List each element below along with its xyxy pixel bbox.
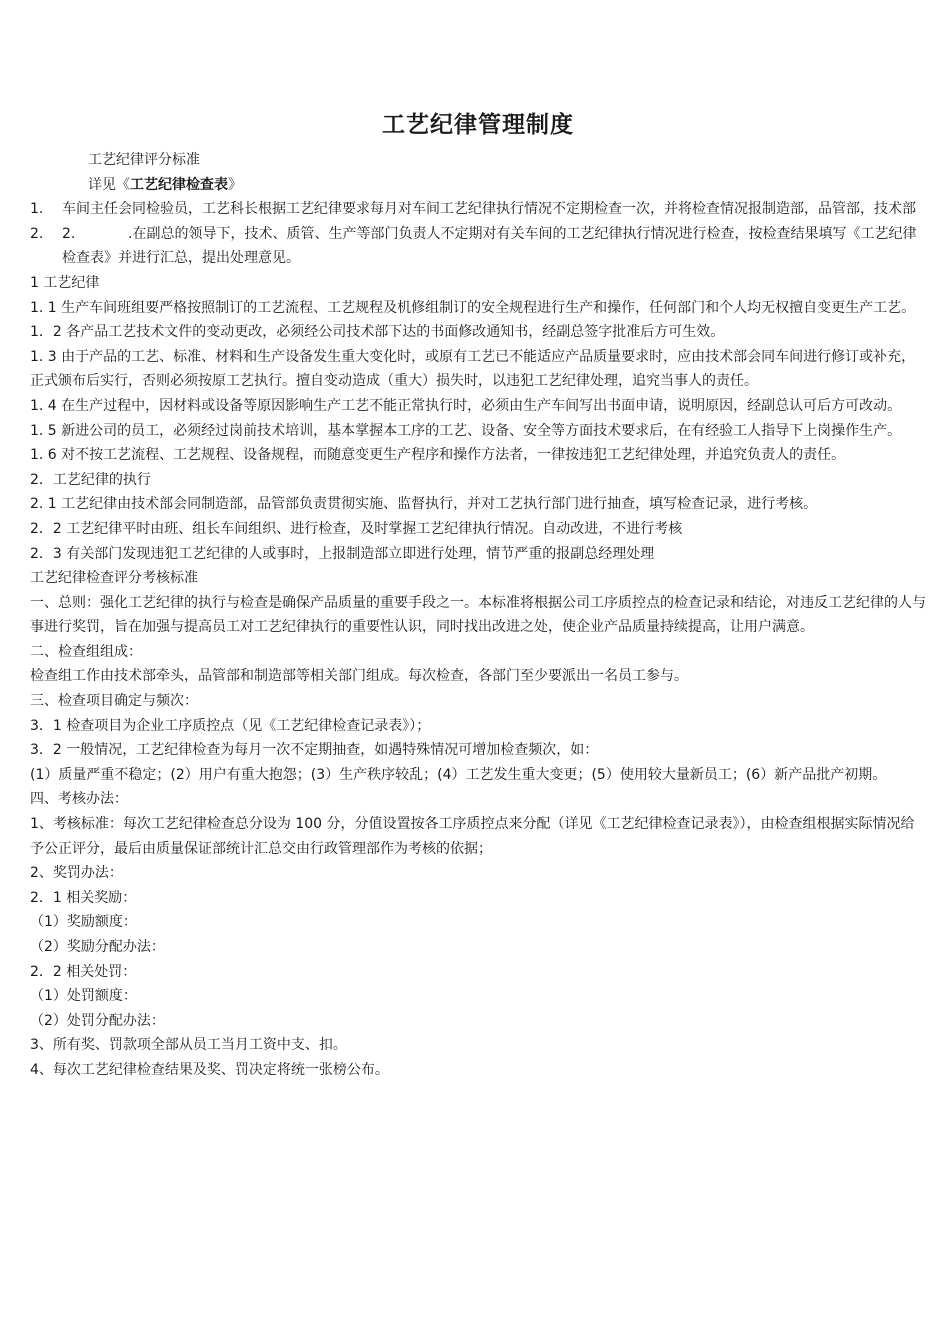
intro-see-table: 详见《工艺纪律检查表》 — [88, 176, 242, 193]
item-number: 2. — [30, 225, 44, 242]
paragraph: 2．2 工艺纪律平时由班、组长车间组织、进行检查，及时掌握工艺纪律执行情况。自动改进，不进行考核 — [30, 520, 683, 537]
paragraph: （2）处罚分配办法： — [30, 1012, 165, 1029]
paragraph: 二、检查组组成： — [30, 643, 142, 660]
paragraph: （2）奖励分配办法： — [30, 939, 165, 955]
paragraph: 3．1 检查项目为企业工序质控点（见《工艺纪律检查记录表》）； — [30, 717, 431, 734]
paragraph: 三、检查项目确定与频次： — [30, 693, 198, 710]
paragraph: 1. 3 由于产品的工艺、标准、材料和生产设备发生重大变化时，或原有工艺已不能适应产品质量要求时，应由技术部会同车间进行修订或补充，正式颁布后实行，否则必须按原工艺执行。擅自变动造成（重大）损失时，以违犯工艺纪律处理，追究当事人的责任。 — [30, 348, 916, 390]
body-paragraphs — [30, 271, 926, 1083]
document-page — [30, 108, 926, 1083]
paragraph: 2．工艺纪律的执行 — [30, 471, 151, 488]
document-title: 工艺纪律管理制度 — [382, 112, 574, 138]
paragraph: 1 工艺纪律 — [30, 274, 100, 291]
paragraph: 2. 1 工艺纪律由技术部会同制造部，品管部负责贯彻实施、监督执行，并对工艺执行部门进行抽查，填写检查记录，进行考核。 — [30, 496, 818, 513]
paragraph: 4、每次工艺纪律检查结果及奖、罚决定将统一张榜公布。 — [30, 1061, 389, 1078]
paragraph: 1. 1 生产车间班组要严格按照制订的工艺流程、工艺规程及机修组制订的安全规程进行生产和操作，任何部门和个人均无权擅自变更生产工艺。 — [30, 299, 916, 316]
item-text: 2. .在副总的领导下，技术、质管、生产等部门负责人不定期对有关车间的工艺纪律执行情况进行检查，按检查结果填写《工艺纪律检查表》并进行汇总，提出处理意见。 — [62, 222, 926, 271]
paragraph: 2、奖罚办法： — [30, 865, 123, 882]
paragraph: 四、考核办法： — [30, 791, 128, 808]
paragraph: （1）处罚额度： — [30, 988, 137, 1005]
numbered-item-1 — [30, 197, 926, 222]
paragraph: (1）质量严重不稳定；(2）用户有重大抱怨；(3）生产秩序较乱；(4）工艺发生重大变更；(5）使用较大量新员工；(6）新产品批产初期。 — [30, 766, 887, 783]
paragraph: 1．2 各产品工艺技术文件的变动更改，必须经公司技术部下达的书面修改通知书，经副总签字批准后方可生效。 — [30, 324, 725, 341]
item-sub-number: 2. — [62, 225, 76, 242]
paragraph: 3．2 一般情况，工艺纪律检查为每月一次不定期抽查，如遇特殊情况可增加检查频次，如： — [30, 742, 599, 759]
item-number: 1. — [30, 201, 44, 218]
paragraph: 工艺纪律检查评分考核标准 — [30, 570, 198, 587]
paragraph: 1. 6 对不按工艺流程、工艺规程、设备规程，而随意变更生产程序和操作方法者，一律按违犯工艺纪律处理，并追究负责人的责任。 — [30, 447, 846, 464]
paragraph: 2．2 相关处罚： — [30, 963, 137, 980]
paragraph: 1. 5 新进公司的员工，必须经过岗前技术培训，基本掌握本工序的工艺、设备、安全等方面技术要求后，在有经验工人指导下上岗操作生产。 — [30, 422, 902, 439]
paragraph: 检查组工作由技术部牵头，品管部和制造部等相关部门组成。每次检查，各部门至少要派出一名员工参与。 — [30, 668, 688, 685]
numbered-item-2 — [30, 222, 926, 271]
intro-scoring-standard: 工艺纪律评分标准 — [88, 152, 200, 168]
item-text: 车间主任会同检验员，工艺科长根据工艺纪律要求每月对车间工艺纪律执行情况不定期检查一次，并将检查情况报制造部，品管部，技术部 — [62, 201, 916, 218]
paragraph: 2．1 相关奖励： — [30, 889, 137, 906]
paragraph: 1、考核标准：每次工艺纪律检查总分设为 100 分，分值设置按各工序质控点来分配（详见《工艺纪律检查记录表》），由检查组根据实际情况给予公正评分，最后由质量保证部统计汇总交由行政管理部作为考核的依据； — [30, 816, 915, 857]
paragraph: 3、所有奖、罚款项全部从员工当月工资中支、扣。 — [30, 1037, 347, 1054]
check-table-name: 工艺纪律检查表 — [130, 176, 228, 193]
paragraph: 一、总则：强化工艺纪律的执行与检查是确保产品质量的重要手段之一。本标准将根据公司工序质控点的检查记录和结论，对违反工艺纪律的人与事进行奖罚，旨在加强与提高员工对工艺纪律执行的重要性认识，同时找出改进之处，使企业产品质量持续提高，让用户满意。 — [30, 594, 926, 636]
paragraph: 1. 4 在生产过程中，因材料或设备等原因影响生产工艺不能正常执行时，必须由生产车间写出书面申请，说明原因，经副总认可后方可改动。 — [30, 397, 902, 414]
paragraph: 2．3 有关部门发现违犯工艺纪律的人或事时，上报制造部立即进行处理，情节严重的报副总经理处理 — [30, 545, 655, 562]
paragraph: （1）奖励额度： — [30, 914, 137, 931]
